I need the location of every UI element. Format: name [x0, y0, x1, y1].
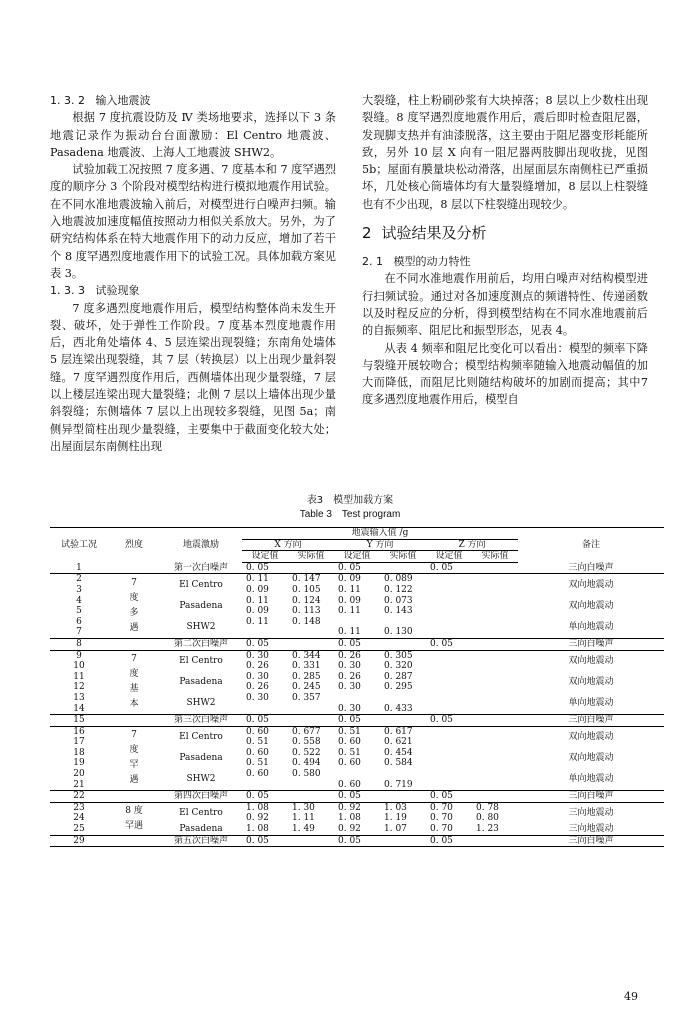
- x-design: 0. 30: [246, 692, 269, 703]
- y-design: 0. 92: [334, 802, 380, 813]
- y-actual: 0. 130: [384, 627, 413, 638]
- y-actual: 0. 433: [384, 703, 413, 714]
- case-no: 8: [50, 638, 108, 650]
- y-design: 0. 05: [334, 638, 380, 650]
- x-actual: 0. 148: [292, 616, 321, 627]
- z-design: 0. 05: [426, 791, 472, 803]
- section-title: 输入地震波: [95, 94, 151, 107]
- z-design: [426, 606, 472, 617]
- z-actual: [472, 682, 518, 693]
- case-no: 12: [73, 682, 85, 693]
- case-no: 29: [50, 835, 108, 847]
- intensity-cell: [108, 726, 160, 791]
- col-header-y-design: 设定值: [334, 551, 380, 563]
- intensity-char: 7: [131, 654, 137, 665]
- excitation: El Centro: [160, 574, 242, 596]
- remark: 三向白噪声: [518, 791, 664, 803]
- x-actual: 0. 113: [292, 606, 321, 617]
- y-design: 0. 11: [338, 584, 361, 595]
- table-row: [50, 650, 664, 661]
- z-design: [426, 596, 472, 607]
- z-design: 0. 05: [426, 835, 472, 847]
- intensity-char: 本: [129, 699, 139, 710]
- y-design: 0. 30: [338, 661, 361, 672]
- paragraph: 根据 7 度抗震设防及 Ⅳ 类场地要求，选择以下 3 条地震记录作为振动台台面激励：El Centro 地震波、Pasadena 地震波、上海人工地震波 SHW2。: [50, 111, 336, 159]
- y-design: 0. 11: [338, 606, 361, 617]
- intensity-cell: [108, 802, 160, 835]
- x-actual: 0. 331: [292, 661, 321, 672]
- section-title: 试验结果及分析: [381, 224, 487, 243]
- intensity-char: 度: [129, 745, 139, 756]
- z-actual: [472, 606, 518, 617]
- case-no: 9: [50, 650, 108, 661]
- z-actual: [472, 835, 518, 847]
- x-actual: 0. 147: [288, 574, 334, 585]
- section-title: 试验现象: [95, 284, 140, 298]
- excitation: El Centro: [160, 726, 242, 748]
- page-number: 49: [624, 990, 638, 1003]
- x-actual: [288, 562, 334, 574]
- x-design: 1. 08: [246, 824, 269, 835]
- case-no: 23: [50, 802, 108, 813]
- x-design: 0. 30: [246, 671, 269, 682]
- y-design: 1. 08: [338, 813, 361, 824]
- intensity-char: 遇: [129, 775, 139, 786]
- x-design: 0. 60: [246, 769, 269, 780]
- z-actual: [472, 661, 518, 672]
- x-actual: [288, 835, 334, 847]
- x-design: 0. 26: [246, 682, 269, 693]
- section-title: 模型的动力特性: [393, 255, 471, 269]
- x-design: 0. 05: [246, 562, 269, 573]
- x-design: 0. 11: [246, 595, 269, 606]
- x-actual: 0. 522: [292, 747, 321, 758]
- remark: 双向地震动: [518, 650, 664, 672]
- remark: 三向地震动: [518, 802, 664, 824]
- z-actual: [472, 672, 518, 683]
- remark: 三向地震动: [568, 824, 614, 835]
- z-design: [426, 758, 472, 769]
- x-design: 0. 60: [242, 726, 288, 737]
- y-actual: 0. 719: [384, 779, 413, 790]
- y-design: 0. 60: [338, 737, 361, 748]
- excitation: Pasadena: [179, 677, 223, 688]
- y-actual: [380, 791, 426, 803]
- z-actual: [472, 562, 518, 574]
- remark: 双向地震动: [518, 574, 664, 596]
- section-1-3-2-heading: [50, 92, 336, 109]
- x-actual: [288, 704, 334, 715]
- intensity-char: 多: [129, 608, 139, 619]
- x-actual: [288, 627, 334, 638]
- table-row: [50, 726, 664, 737]
- x-design: 0. 51: [246, 737, 269, 748]
- x-design: 0. 60: [246, 747, 269, 758]
- y-actual: [380, 769, 426, 780]
- intensity-char: 7: [131, 730, 137, 741]
- z-design: [426, 585, 472, 596]
- z-actual: [472, 726, 518, 737]
- section-number: 2. 1: [362, 255, 383, 269]
- z-design: [426, 617, 472, 628]
- case-no: 6: [76, 616, 82, 627]
- x-design: 0. 92: [246, 813, 269, 824]
- intensity-cell: [108, 574, 160, 639]
- case-no: 18: [73, 747, 85, 758]
- y-actual: 1. 03: [380, 802, 426, 813]
- z-actual: [472, 748, 518, 759]
- x-actual: [288, 638, 334, 650]
- x-design: 0. 30: [242, 650, 288, 661]
- z-actual: [472, 704, 518, 715]
- z-design: 0. 05: [426, 638, 472, 650]
- x-actual: 0. 124: [292, 595, 321, 606]
- z-design: [426, 574, 472, 585]
- section-number: 1. 3. 3: [50, 284, 85, 298]
- intensity-char: 遇: [129, 623, 139, 634]
- section-1-3-3-heading: [50, 282, 336, 299]
- paragraph: 试验加载工况按照 7 度多遇、7 度基本和 7 度罕遇烈度的顺序分 3 个阶段对模型结构进行模拟地震作用试验。在不同水准地震波输入前后，对模型进行白噪声扫频。输入地震波加速度幅值按照动力相似关系放大。另外，为了研究结构体系在特大地震作用下的动力反应，增加了若干个 8 度罕遇烈度地震作用下的试验工况。具体加载方案见表 3。: [50, 163, 336, 280]
- z-design: [426, 726, 472, 737]
- y-design: 0. 60: [338, 758, 361, 769]
- y-design: 0. 26: [334, 650, 380, 661]
- table-row: [50, 574, 664, 585]
- y-actual: 1. 07: [384, 824, 407, 835]
- x-actual: 0. 285: [292, 671, 321, 682]
- y-actual: 0. 073: [384, 595, 413, 606]
- x-actual: 0. 344: [288, 650, 334, 661]
- y-design: 0. 92: [338, 824, 361, 835]
- y-actual: 0. 143: [384, 606, 413, 617]
- x-design: [242, 627, 288, 638]
- excitation: 第二次白噪声: [160, 638, 242, 650]
- y-design: [334, 693, 380, 704]
- y-actual: 0. 320: [384, 661, 413, 672]
- x-design: 0. 09: [246, 606, 269, 617]
- z-actual: [472, 596, 518, 607]
- remark: 三向白噪声: [518, 715, 664, 727]
- x-actual: 0. 494: [292, 758, 321, 769]
- x-actual: 0. 558: [292, 737, 321, 748]
- x-actual: 0. 245: [292, 682, 321, 693]
- z-design: [426, 650, 472, 661]
- case-no: 13: [73, 692, 85, 703]
- z-actual: [472, 585, 518, 596]
- paragraph: 在不同水准地震作用前后，均用白噪声对结构模型进行扫频试验。通过对各加速度测点的频谱特性、传递函数以及时程反应的分析，得到模型结构在不同水准地震前后的自振频率、阻尼比和振型形态，见表 4。: [362, 272, 648, 338]
- z-design: 0. 70: [430, 813, 453, 824]
- z-actual: [472, 758, 518, 769]
- z-design: 0. 05: [426, 715, 472, 727]
- excitation: 第四次白噪声: [160, 791, 242, 803]
- x-design: 0. 26: [246, 661, 269, 672]
- case-no: 22: [50, 791, 108, 803]
- excitation: El Centro: [160, 802, 242, 824]
- x-design: 0. 11: [242, 574, 288, 585]
- z-actual: [472, 617, 518, 628]
- intensity-char: 度: [129, 593, 139, 604]
- x-design: 0. 05: [242, 638, 288, 650]
- x-actual: 1. 49: [292, 824, 315, 835]
- table-row: [50, 638, 664, 650]
- excitation: 第五次白噪声: [160, 835, 242, 847]
- remark: 三向白噪声: [568, 562, 614, 573]
- intensity-char: 度: [129, 669, 139, 680]
- y-actual: 0. 621: [384, 737, 413, 748]
- y-actual: [380, 693, 426, 704]
- excitation: 第一次白噪声: [173, 562, 228, 573]
- y-design: 0. 26: [338, 671, 361, 682]
- y-design: 0. 51: [334, 726, 380, 737]
- y-actual: 0. 584: [384, 758, 413, 769]
- excitation: SHW2: [186, 774, 216, 785]
- x-design: 0. 09: [246, 584, 269, 595]
- x-design: 0. 51: [246, 758, 269, 769]
- col-header-case: 试验工况: [60, 539, 97, 550]
- case-no: 19: [73, 758, 85, 769]
- intensity-cell: [108, 650, 160, 715]
- remark: 三向白噪声: [518, 638, 664, 650]
- table-row: [50, 802, 664, 813]
- remark: 双向地震动: [568, 600, 614, 611]
- left-column: [50, 92, 336, 455]
- z-actual: 0. 80: [476, 813, 499, 824]
- y-design: 0. 11: [338, 627, 361, 638]
- x-design: [242, 780, 288, 791]
- z-design: 0. 05: [430, 562, 453, 573]
- x-actual: [288, 715, 334, 727]
- test-program-table: [50, 527, 664, 847]
- z-design: [426, 672, 472, 683]
- x-design: [242, 704, 288, 715]
- intensity-char: 基: [129, 684, 139, 695]
- z-actual: [472, 574, 518, 585]
- right-column: [362, 92, 648, 409]
- case-no: 17: [73, 737, 85, 748]
- y-actual: 0. 122: [384, 584, 413, 595]
- paragraph: 7 度多遇烈度地震作用后，模型结构整体尚未发生开裂、破坏，处于弹性工作阶段。7 度基本烈度地震作用后，西北角处墙体 4、5 层连梁出现裂缝；东南角处墙体 5 层连梁出现裂缝，其 7 层（转换层）以上出现少量斜裂缝。7 度罕遇烈度作用后，西侧墙体出现少量裂缝，7 层以上楼层连梁出现大量裂缝；北侧 7 层以上墙体出现少量斜裂缝；东侧墙体 7 层以上出现较多裂缝，见图 5a；南侧异型简柱出现少量裂缝，主要集中于截面变化较大处；出屋面层东南侧柱出现: [50, 301, 336, 453]
- y-design: 0. 09: [338, 595, 361, 606]
- z-actual: [472, 737, 518, 748]
- z-design: [426, 661, 472, 672]
- table-row: [50, 835, 664, 847]
- case-no: 5: [76, 606, 82, 617]
- case-no: 11: [73, 671, 85, 682]
- y-design: [334, 769, 380, 780]
- col-header-x-design: 设定值: [242, 551, 288, 563]
- col-header-input-value: 地震输入值 /g: [242, 528, 518, 540]
- z-design: [426, 748, 472, 759]
- remark: 三向白噪声: [518, 835, 664, 847]
- excitation: Pasadena: [179, 753, 223, 764]
- excitation: Pasadena: [179, 824, 223, 835]
- y-design: 0. 09: [334, 574, 380, 585]
- x-actual: [288, 780, 334, 791]
- col-header-z-actual: 实际值: [472, 551, 518, 563]
- excitation: 第三次白噪声: [160, 715, 242, 727]
- remark: 双向地震动: [568, 677, 614, 688]
- x-actual: 0. 580: [292, 769, 321, 780]
- x-design: 0. 05: [242, 715, 288, 727]
- table-caption-cn: 表3 模型加载方案: [306, 495, 394, 506]
- remark: 单向地震动: [568, 774, 614, 785]
- z-design: 0. 70: [430, 824, 453, 835]
- x-design: 0. 05: [242, 791, 288, 803]
- remark: 双向地震动: [518, 726, 664, 748]
- excitation: Pasadena: [179, 600, 223, 611]
- x-actual: [288, 791, 334, 803]
- y-actual: 0. 617: [380, 726, 426, 737]
- z-actual: [472, 693, 518, 704]
- intensity-char: 7: [131, 578, 137, 589]
- z-design: [426, 682, 472, 693]
- x-actual: 1. 11: [292, 813, 315, 824]
- excitation: El Centro: [160, 650, 242, 672]
- col-header-z-design: 设定值: [426, 551, 472, 563]
- section-number: 1. 3. 2: [50, 94, 85, 107]
- z-actual: [472, 650, 518, 661]
- y-design: 0. 05: [334, 715, 380, 727]
- case-no: 24: [73, 813, 85, 824]
- z-actual: [472, 638, 518, 650]
- case-no: 2: [50, 574, 108, 585]
- case-no: 25: [73, 824, 85, 835]
- z-design: [426, 627, 472, 638]
- col-header-remark: 备注: [581, 539, 600, 550]
- y-actual: 0. 305: [380, 650, 426, 661]
- case-no: 4: [76, 595, 82, 606]
- intensity-char: 8 度: [125, 805, 143, 816]
- y-actual: 1. 19: [384, 813, 407, 824]
- y-actual: [380, 617, 426, 628]
- section-2-heading: [362, 223, 648, 243]
- x-actual: 0. 105: [292, 584, 321, 595]
- excitation: SHW2: [186, 698, 216, 709]
- case-no: 1: [76, 562, 82, 573]
- z-actual: [472, 769, 518, 780]
- col-header-y-actual: 实际值: [380, 551, 426, 563]
- case-no: 20: [73, 769, 85, 780]
- case-no: 10: [73, 661, 85, 672]
- y-actual: 0. 454: [384, 747, 413, 758]
- remark: 双向地震动: [568, 753, 614, 764]
- x-actual: 0. 677: [288, 726, 334, 737]
- case-no: 15: [50, 715, 108, 727]
- y-design: 0. 05: [338, 562, 361, 573]
- intensity-char: 罕: [129, 760, 139, 771]
- y-actual: [380, 835, 426, 847]
- y-actual: 0. 295: [384, 682, 413, 693]
- x-design: 0. 05: [242, 835, 288, 847]
- case-no: 21: [73, 779, 85, 790]
- section-2-1-heading: [362, 253, 648, 270]
- y-actual: [380, 715, 426, 727]
- z-design: [426, 737, 472, 748]
- z-actual: [472, 780, 518, 791]
- case-no: 14: [73, 703, 85, 714]
- y-design: 0. 30: [338, 703, 361, 714]
- case-no: 16: [50, 726, 108, 737]
- excitation: SHW2: [186, 622, 216, 633]
- col-header-z: Z 方向: [426, 539, 518, 551]
- col-header-x-actual: 实际值: [288, 551, 334, 563]
- z-actual: [472, 715, 518, 727]
- z-design: 0. 70: [426, 802, 472, 813]
- col-header-y: Y 方向: [334, 539, 426, 551]
- z-design: [426, 693, 472, 704]
- table-caption-en: Table 3 Test program: [299, 509, 401, 520]
- z-actual: 0. 78: [472, 802, 518, 813]
- y-design: 0. 05: [334, 835, 380, 847]
- x-actual: 1. 30: [288, 802, 334, 813]
- y-actual: [380, 638, 426, 650]
- section-number: 2: [362, 224, 372, 243]
- paragraph: 从表 4 频率和阻尼比变化可以看出：模型的频率下降与裂缝开展较吻合；模型结构频率随输入地震动幅值的加大而降低，而阻尼比则随结构破坏的加剧而提高；其中7度多遇烈度地震作用后，模型自: [362, 341, 648, 407]
- remark: 单向地震动: [568, 698, 614, 709]
- col-header-x: X 方向: [242, 539, 334, 551]
- x-actual: 0. 357: [292, 692, 321, 703]
- col-header-excitation: 地震激励: [182, 539, 219, 550]
- remark: 单向地震动: [568, 622, 614, 633]
- z-design: [426, 769, 472, 780]
- y-design: 0. 05: [334, 791, 380, 803]
- col-header-intensity: 烈度: [124, 539, 143, 550]
- case-no: 7: [76, 627, 82, 638]
- x-design: 1. 08: [242, 802, 288, 813]
- y-design: 0. 60: [338, 779, 361, 790]
- table-row: [50, 791, 664, 803]
- z-actual: [472, 627, 518, 638]
- intensity-char: 罕遇: [124, 820, 143, 831]
- y-actual: [380, 562, 426, 574]
- y-design: 0. 30: [338, 682, 361, 693]
- z-actual: 1. 23: [476, 824, 499, 835]
- z-actual: [472, 791, 518, 803]
- paragraph: 大裂缝，柱上粉刷砂浆有大块掉落；8 层以上少数柱出现裂缝。8 度罕遇烈度地震作用后，震后即时检查阻尼器，发现脚支热并有油漆脱落，这主要由于阻尼器变形耗能所致，另外 10 层 X 向有一阻尼器两肢脚出现收拢，见图 5b；屋面有膜量块松动滑落，出屋面层东南侧柱已严重损坏，几处核心筒墙体均有大量裂缝增加，8 层以上柱裂缝也有不少出现，8 层以下柱裂缝出现较少。: [362, 94, 648, 211]
- case-no: 3: [76, 584, 82, 595]
- table-row: [50, 562, 664, 574]
- y-actual: 0. 089: [380, 574, 426, 585]
- z-design: [426, 704, 472, 715]
- y-actual: 0. 287: [384, 671, 413, 682]
- z-design: [426, 780, 472, 791]
- y-design: [334, 617, 380, 628]
- x-design: 0. 11: [246, 616, 269, 627]
- table-row: [50, 715, 664, 727]
- y-design: 0. 51: [338, 747, 361, 758]
